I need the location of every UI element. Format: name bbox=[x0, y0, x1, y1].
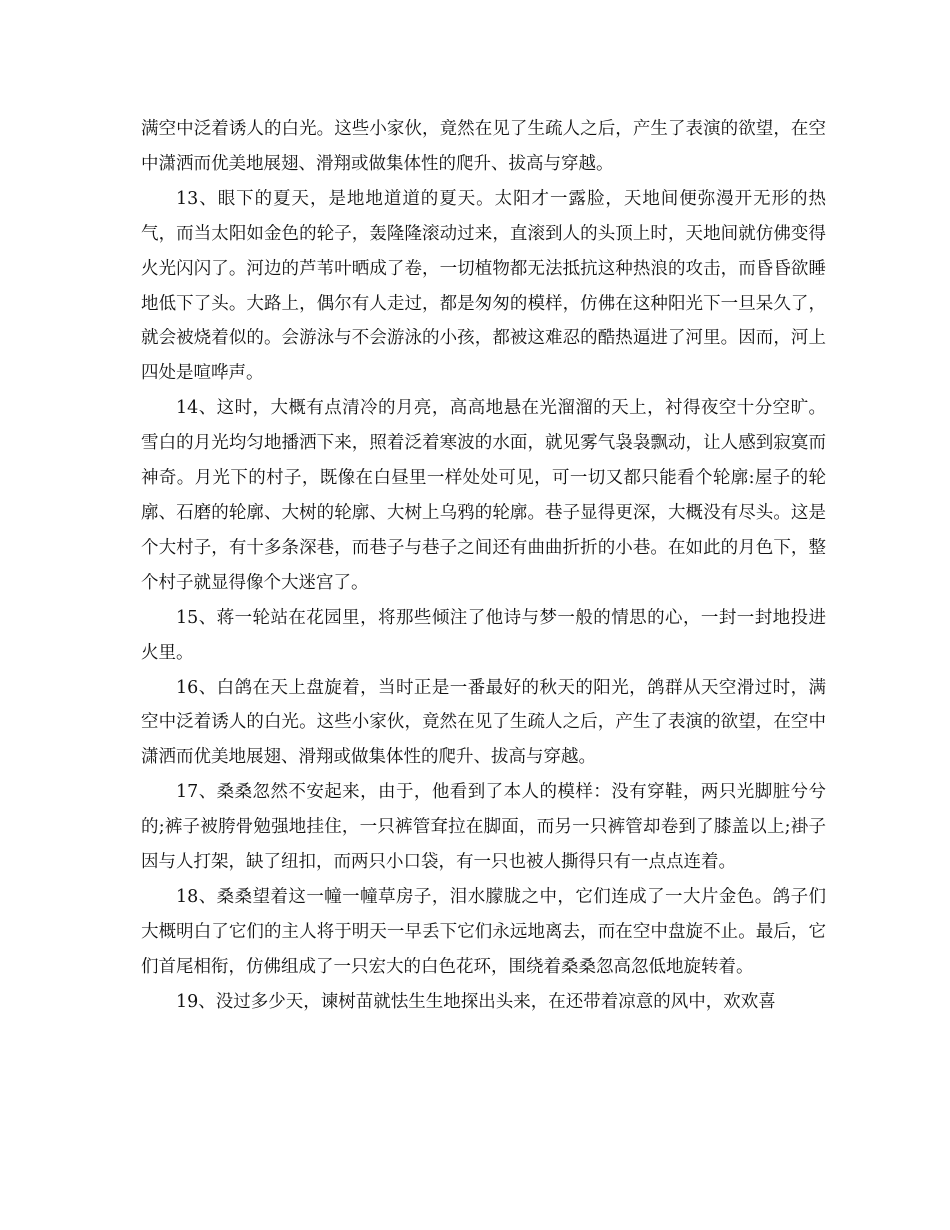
paragraph-17: 17、桑桑忽然不安起来，由于，他看到了本人的模样：没有穿鞋，两只光脚脏兮兮的;裤子被胯骨勉强地挂住，一只裤管耷拉在脚面，而另一只裤管却卷到了膝盖以上;褂子因与人打架，缺了纽扣，而两只小口袋，有一只也被人撕得只有一点点连着。 bbox=[141, 782, 826, 873]
paragraph-15: 15、蒋一轮站在花园里，将那些倾注了他诗与梦一般的情思的心，一封一封地投进火里。 bbox=[141, 607, 826, 663]
document-body bbox=[141, 112, 826, 1020]
paragraph-19: 19、没过多少天，谏树苗就怯生生地探出头来，在还带着凉意的风中，欢欢喜 bbox=[176, 991, 776, 1012]
paragraph-continuation: 满空中泛着诱人的白光。这些小家伙，竟然在见了生疏人之后，产生了表演的欲望，在空中潇洒而优美地展翅、滑翔或做集体性的爬升、拔高与穿越。 bbox=[141, 119, 826, 174]
paragraph-14: 14、这时，大概有点清冷的月亮，高高地悬在光溜溜的天上，衬得夜空十分空旷。雪白的月光均匀地播洒下来，照着泛着寒波的水面，就见雾气袅袅飘动，让人感到寂寞而神奇。月光下的村子，既像在白昼里一样处处可见，可一切又都只能看个轮廓:屋子的轮廓、石磨的轮廓、大树的轮廓、大树上乌鸦的轮廓。巷子显得更深，大概没有尽头。这是个大村子，有十多条深巷，而巷子与巷子之间还有曲曲折折的小巷。在如此的月色下，整个村子就显得像个大迷宫了。 bbox=[141, 398, 826, 593]
paragraph-16: 16、白鸽在天上盘旋着，当时正是一番最好的秋天的阳光，鸽群从天空滑过时，满空中泛着诱人的白光。这些小家伙，竟然在见了生疏人之后，产生了表演的欲望，在空中潇洒而优美地展翅、滑翔或做集体性的爬升、拔高与穿越。 bbox=[141, 677, 826, 768]
paragraph-13: 13、眼下的夏天，是地地道道的夏天。太阳才一露脸，天地间便弥漫开无形的热气，而当太阳如金色的轮子，轰隆隆滚动过来，直滚到人的头顶上时，天地间就仿佛变得火光闪闪了。河边的芦苇叶晒成了卷，一切植物都无法抵抗这种热浪的攻击，而昏昏欲睡地低下了头。大路上，偶尔有人走过，都是匆匆的模样，仿佛在这种阳光下一旦呆久了，就会被烧着似的。会游泳与不会游泳的小孩，都被这难忍的酷热逼进了河里。因而，河上四处是喧哗声。 bbox=[141, 188, 826, 384]
paragraph-18: 18、桑桑望着这一幢一幢草房子，泪水朦胧之中，它们连成了一大片金色。鸽子们大概明白了它们的主人将于明天一早丢下它们永远地离去，而在空中盘旋不止。最后，它们首尾相衔，仿佛组成了一只宏大的白色花环，围绕着桑桑忽高忽低地旋转着。 bbox=[141, 886, 826, 977]
